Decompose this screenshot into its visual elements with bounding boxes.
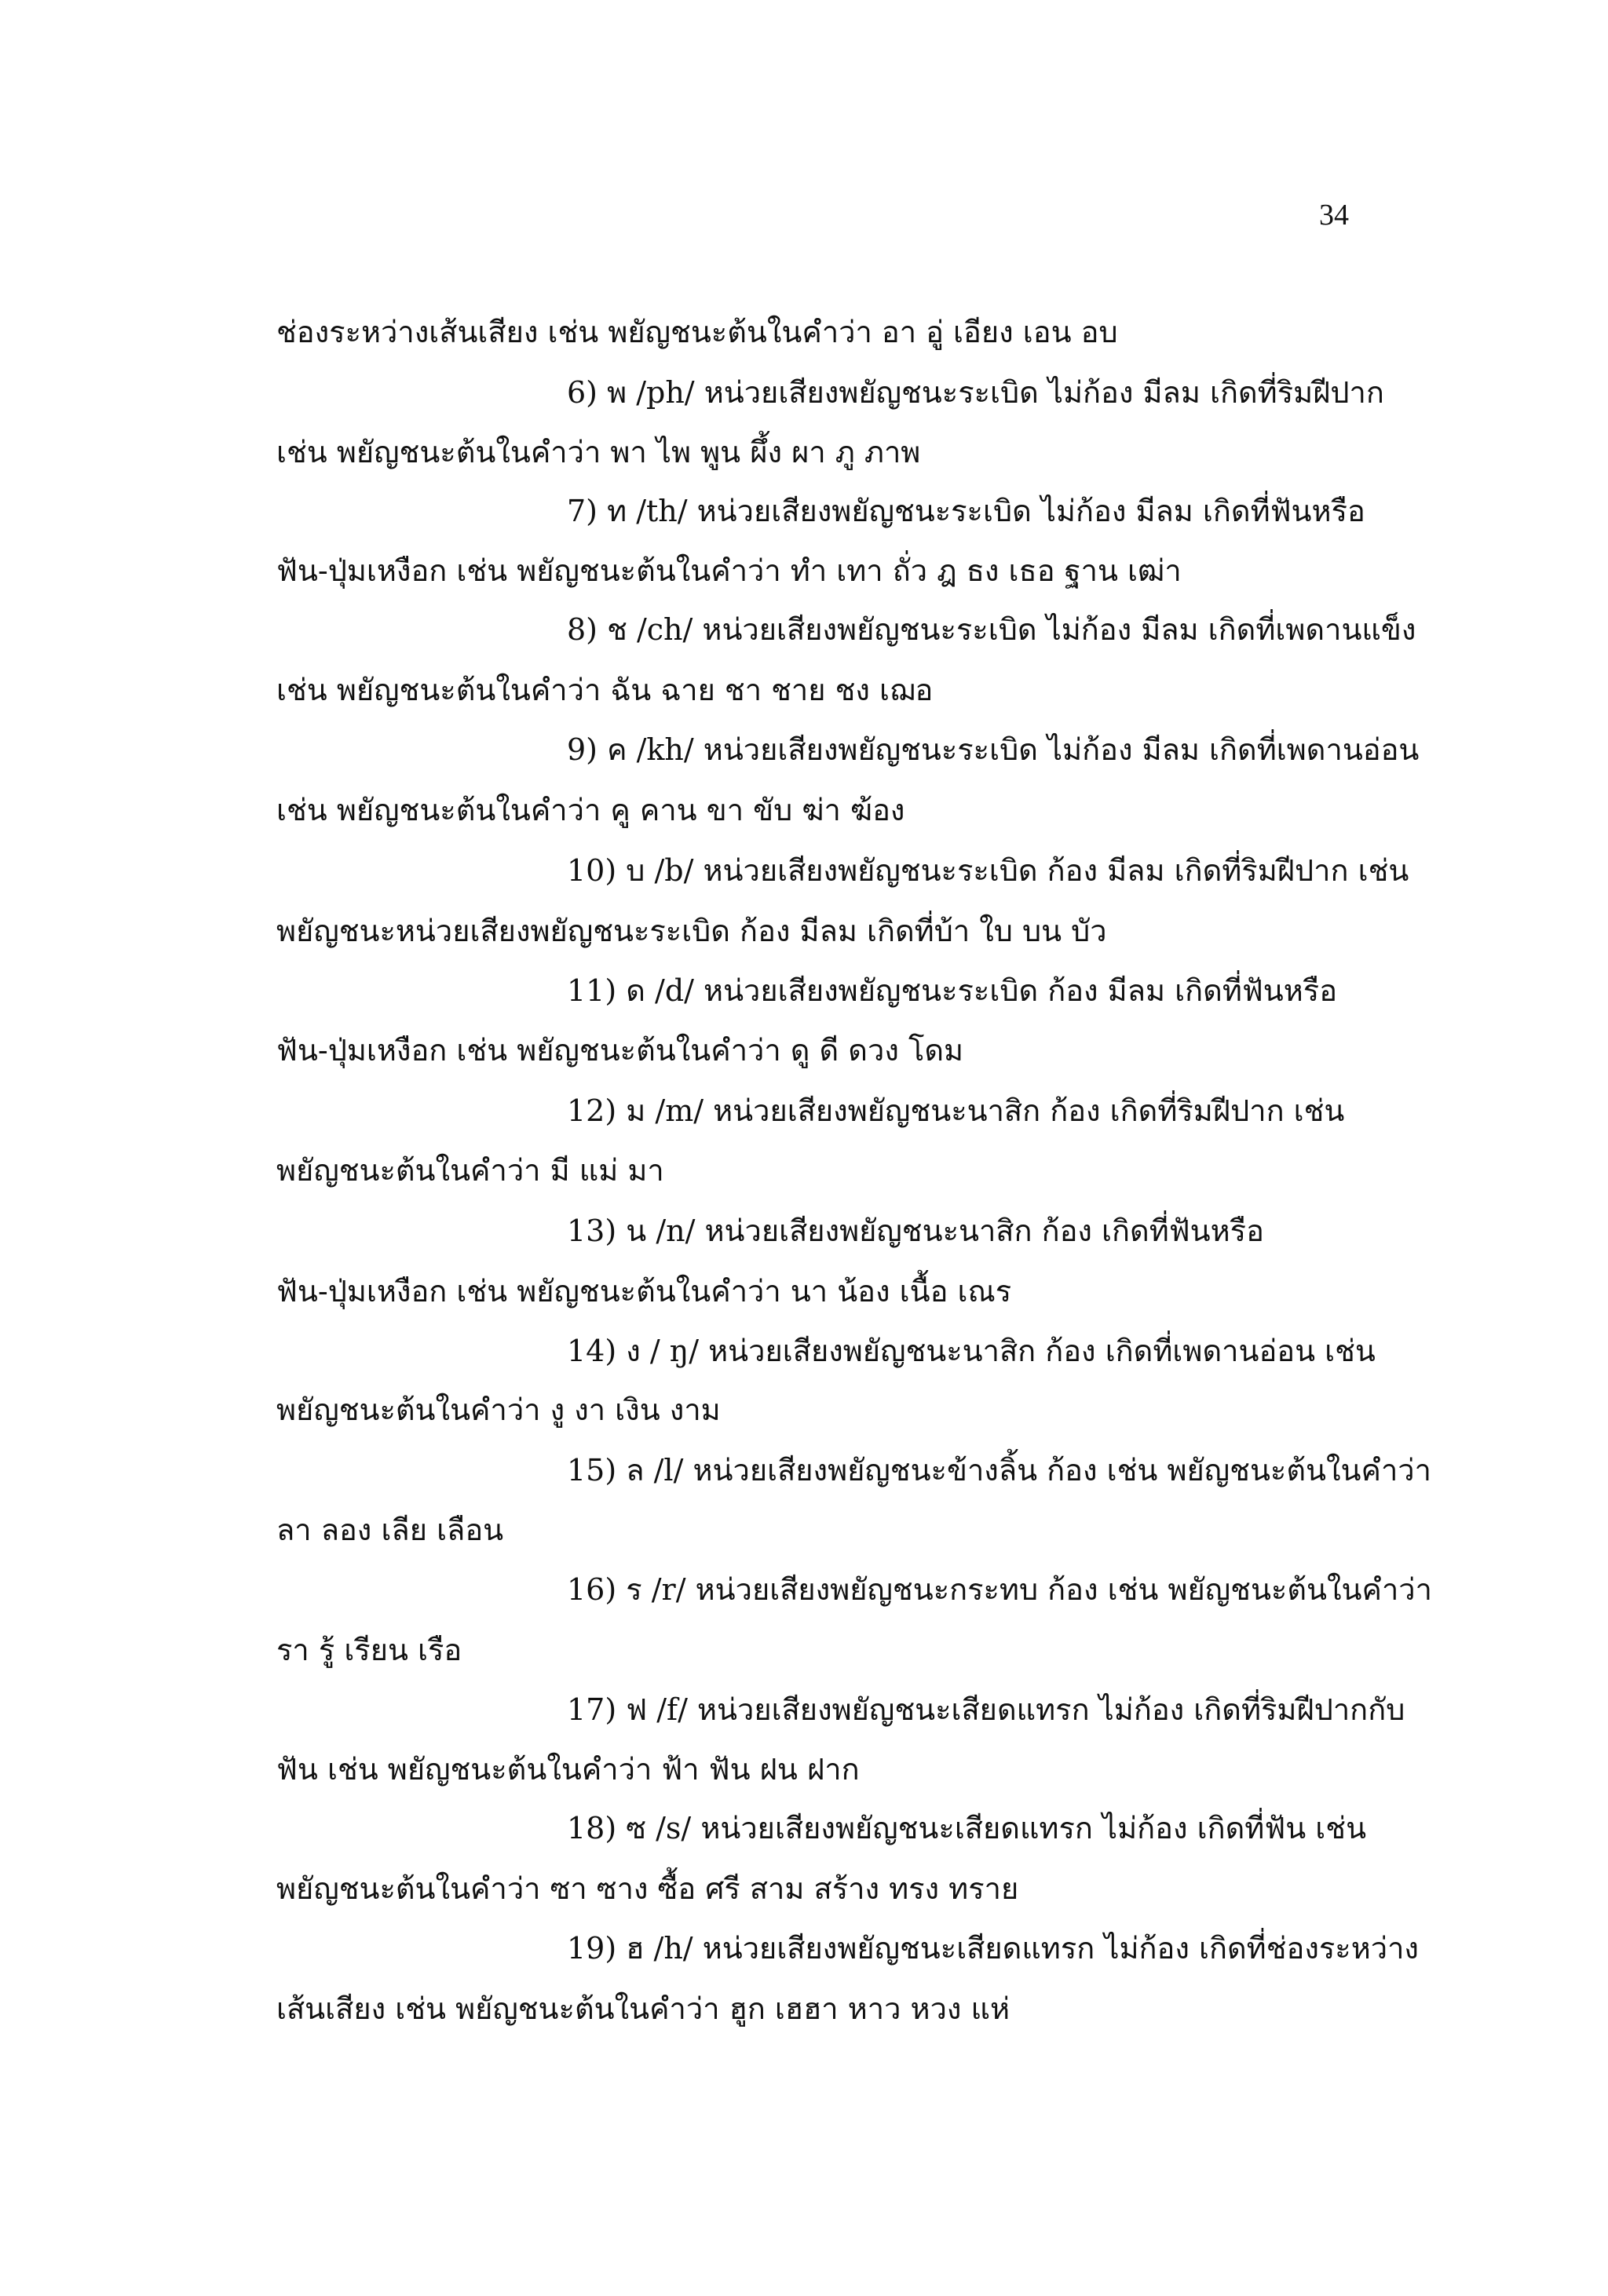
list-item-6: 6) พ /ph/ หน่วยเสียงพยัญชนะระเบิด ไม่ก้อง มีลม เกิดที่ริมฝีปาก: [567, 375, 1384, 410]
text-line: ลา ลอง เลีย เลือน: [276, 1513, 504, 1547]
text-line: ฟัน-ปุ่มเหงือก เช่น พยัญชนะต้นในคำว่า ดู ดี ดวง โดม: [276, 1033, 964, 1068]
text-line: พยัญชนะต้นในคำว่า งู งา เงิน งาม: [276, 1393, 721, 1427]
text-line: พยัญชนะหน่วยเสียงพยัญชนะระเบิด ก้อง มีลม เกิดที่บ้า ใบ บน บัว: [276, 914, 1107, 948]
list-item-11: 11) ด /d/ หน่วยเสียงพยัญชนะระเบิด ก้อง มีลม เกิดที่ฟันหรือ: [567, 973, 1338, 1008]
text-line: ช่องระหว่างเส้นเสียง เช่น พยัญชนะต้นในคำว่า อา อู่ เอียง เอน อบ: [276, 315, 1118, 349]
text-line: ฟัน เช่น พยัญชนะต้นในคำว่า ฟ้า ฟัน ฝน ฝาก: [276, 1752, 860, 1787]
text-line: พยัญชนะต้นในคำว่า ซา ซาง ซื้อ ศรี สาม สร้าง ทรง ทราย: [276, 1871, 1019, 1906]
list-item-14: 14) ง / ŋ/ หน่วยเสียงพยัญชนะนาสิก ก้อง เกิดที่เพดานอ่อน เช่น: [567, 1334, 1376, 1368]
text-line: พยัญชนะต้นในคำว่า มี แม่ มา: [276, 1153, 664, 1188]
page-number: 34: [1319, 199, 1349, 232]
list-item-16: 16) ร /r/ หน่วยเสียงพยัญชนะกระทบ ก้อง เช่น พยัญชนะต้นในคำว่า: [567, 1572, 1432, 1607]
list-item-19: 19) ฮ /h/ หน่วยเสียงพยัญชนะเสียดแทรก ไม่ก้อง เกิดที่ช่องระหว่าง: [567, 1931, 1419, 1966]
list-item-7: 7) ท /th/ หน่วยเสียงพยัญชนะระเบิด ไม่ก้อง มีลม เกิดที่ฟันหรือ: [567, 494, 1365, 528]
text-line: ฟัน-ปุ่มเหงือก เช่น พยัญชนะต้นในคำว่า ทำ เทา ถั่ว ฎ ธง เธอ ฐาน เฒ่า: [276, 553, 1182, 588]
list-item-12: 12) ม /m/ หน่วยเสียงพยัญชนะนาสิก ก้อง เกิดที่ริมฝีปาก เช่น: [567, 1093, 1345, 1128]
text-line: เช่น พยัญชนะต้นในคำว่า ฉัน ฉาย ชา ชาย ชง เฌอ: [276, 673, 934, 707]
list-item-17: 17) ฟ /f/ หน่วยเสียงพยัญชนะเสียดแทรก ไม่ก้อง เกิดที่ริมฝีปากกับ: [567, 1692, 1405, 1727]
text-line: เช่น พยัญชนะต้นในคำว่า พา ไพ พูน ผึ้ง ผา ภู ภาพ: [276, 435, 921, 469]
list-item-10: 10) บ /b/ หน่วยเสียงพยัญชนะระเบิด ก้อง มีลม เกิดที่ริมฝีปาก เช่น: [567, 853, 1409, 888]
text-line: เส้นเสียง เช่น พยัญชนะต้นในคำว่า ฮูก เฮฮา หาว หวง แห่: [276, 1991, 1010, 2026]
list-item-9: 9) ค /kh/ หน่วยเสียงพยัญชนะระเบิด ไม่ก้อง มีลม เกิดที่เพดานอ่อน: [567, 732, 1420, 767]
list-item-15: 15) ล /l/ หน่วยเสียงพยัญชนะข้างลิ้น ก้อง เช่น พยัญชนะต้นในคำว่า: [567, 1453, 1431, 1487]
list-item-18: 18) ซ /s/ หน่วยเสียงพยัญชนะเสียดแทรก ไม่ก้อง เกิดที่ฟัน เช่น: [567, 1811, 1367, 1845]
text-line: เช่น พยัญชนะต้นในคำว่า คู คาน ขา ขับ ฆ่า ฆ้อง: [276, 793, 905, 827]
list-item-8: 8) ช /ch/ หน่วยเสียงพยัญชนะระเบิด ไม่ก้อง มีลม เกิดที่เพดานแข็ง: [567, 612, 1416, 647]
text-line: รา รู้ เรียน เรือ: [276, 1633, 462, 1667]
text-line: ฟัน-ปุ่มเหงือก เช่น พยัญชนะต้นในคำว่า นา น้อง เนื้อ เณร: [276, 1274, 1012, 1309]
list-item-13: 13) น /n/ หน่วยเสียงพยัญชนะนาสิก ก้อง เกิดที่ฟันหรือ: [567, 1214, 1264, 1248]
